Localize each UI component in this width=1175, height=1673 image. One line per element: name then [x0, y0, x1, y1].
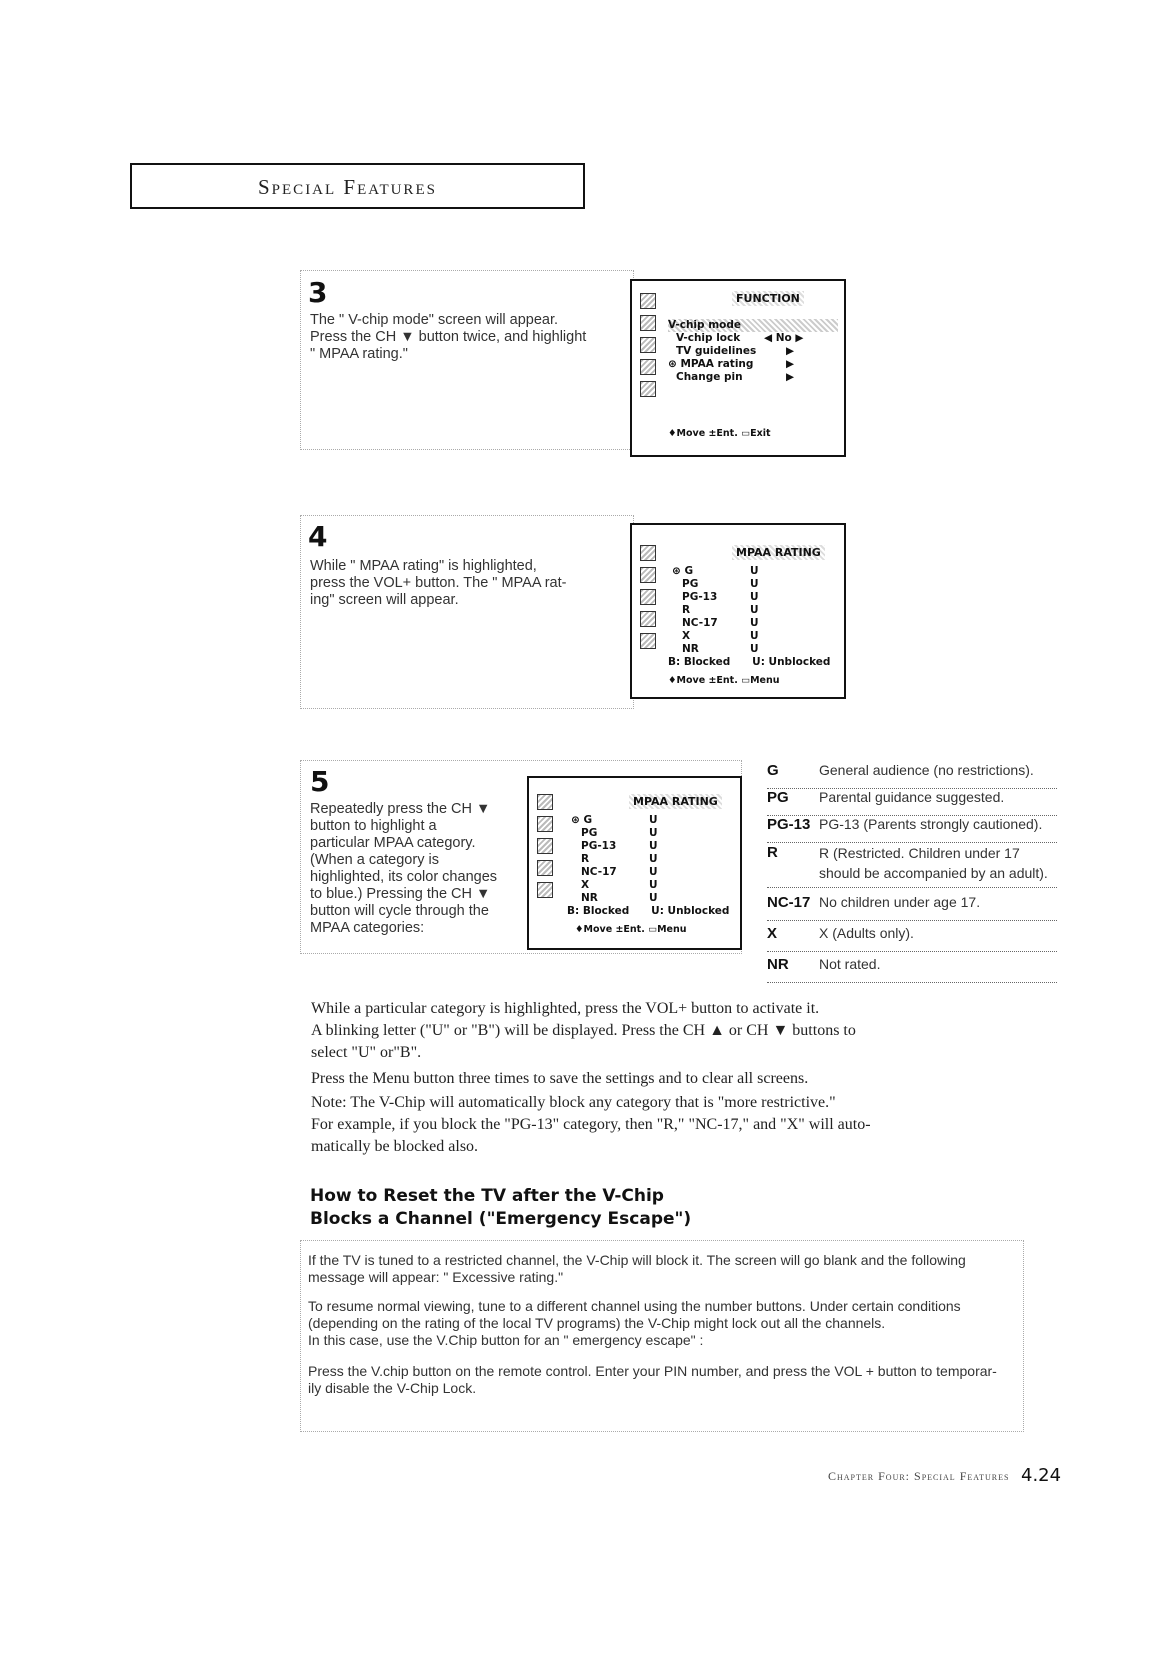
- rating-code: NR: [767, 956, 789, 973]
- step4-line: press the VOL+ button. The " MPAA rat-: [310, 575, 567, 591]
- step3-line: " MPAA rating.": [310, 346, 408, 362]
- reset-section-text: [308, 1252, 1018, 1397]
- menu-item-change-pin: [668, 371, 838, 384]
- rating-code: ⊛ G: [571, 814, 593, 826]
- step5-line: button to highlight a: [310, 818, 437, 834]
- channel-icon: [640, 337, 656, 353]
- screen-footer: ♦Move ±Ent. ▭Menu: [668, 675, 780, 686]
- rating-row: [672, 604, 812, 617]
- rating-value: U: [649, 827, 658, 839]
- rating-list: [571, 814, 711, 905]
- menu-label: V-chip lock: [676, 332, 741, 344]
- rating-row: [571, 827, 711, 840]
- rating-code: PG-13: [767, 816, 811, 833]
- step3-line: The " V-chip mode" screen will appear.: [310, 312, 559, 328]
- rating-definition-row: [767, 816, 1057, 843]
- rating-description: Parental guidance suggested.: [819, 789, 1005, 805]
- rating-code: NR: [581, 892, 598, 904]
- rating-value: U: [649, 866, 658, 878]
- menu-label: TV guidelines: [676, 345, 757, 357]
- step4-text: [310, 558, 566, 609]
- rating-value: U: [750, 604, 759, 616]
- rating-code: R: [767, 844, 778, 861]
- rating-code: R: [682, 604, 691, 616]
- picture-icon: [537, 794, 553, 810]
- section-title-line: Blocks a Channel ("Emergency Escape"): [310, 1209, 692, 1229]
- reset-section-title: [310, 1185, 691, 1231]
- step5-line: highlighted, its color changes: [310, 869, 498, 885]
- rating-definition-row: [767, 925, 1057, 952]
- rating-row: [571, 866, 711, 879]
- rating-code: G: [767, 762, 779, 779]
- channel-icon: [640, 589, 656, 605]
- menu-item-vchip-mode: [668, 319, 838, 332]
- rating-code: ⊛ G: [672, 565, 694, 577]
- rating-code: X: [682, 630, 691, 642]
- menu-item-tv-guidelines: [668, 345, 838, 358]
- picture-icon: [640, 545, 656, 561]
- function-menu: [668, 319, 838, 384]
- rating-value: U: [750, 617, 759, 629]
- rating-definitions-table: [767, 762, 1057, 983]
- rating-description: X (Adults only).: [819, 925, 914, 941]
- rating-value: U: [649, 892, 658, 904]
- rating-description: Not rated.: [819, 956, 881, 972]
- rating-code: NC-17: [767, 894, 811, 911]
- rating-list: [672, 565, 812, 656]
- step4-line: ing" screen will appear.: [310, 592, 459, 608]
- rating-legend: B: Blocked U: Unblocked: [668, 656, 831, 668]
- picture-icon: [640, 293, 656, 309]
- menu-value: ◀ No ▶: [764, 332, 804, 344]
- step5-line: particular MPAA category.: [310, 835, 476, 851]
- menu-item-mpaa-rating: [668, 358, 838, 371]
- body-line: select "U" or"B".: [311, 1044, 422, 1061]
- sound-icon: [640, 567, 656, 583]
- step3-line: Press the CH ▼ button twice, and highlight: [310, 329, 587, 345]
- rating-row: [571, 892, 711, 905]
- rating-value: U: [750, 630, 759, 642]
- screen-title: FUNCTION: [732, 291, 804, 306]
- step5-number: 5: [310, 765, 330, 798]
- body-line: Note: The V-Chip will automatically block any category that is "more restrictive.": [311, 1094, 836, 1111]
- rating-row: [672, 591, 812, 604]
- function-icon: [640, 611, 656, 627]
- menu-value: ▶: [786, 358, 795, 370]
- rating-value: U: [750, 578, 759, 590]
- body-line: For example, if you block the "PG-13" category, then "R," "NC-17," and "X" will auto-: [311, 1116, 871, 1133]
- rating-row: [571, 879, 711, 892]
- sound-icon: [640, 315, 656, 331]
- step5-line: Repeatedly press the CH ▼: [310, 801, 491, 817]
- body-line: matically be blocked also.: [311, 1138, 479, 1155]
- step4-frame: [300, 515, 634, 709]
- rating-value: U: [649, 853, 658, 865]
- step5-text: [310, 801, 497, 937]
- step5-line: (When a category is: [310, 852, 439, 868]
- rating-row: [571, 840, 711, 853]
- step5-line: button will cycle through the: [310, 903, 489, 919]
- menu-label: ⊛ MPAA rating: [668, 358, 754, 370]
- section-line: ily disable the V-Chip Lock.: [308, 1380, 477, 1396]
- mpaa-rating-screen: [630, 523, 846, 699]
- instructions-body: [311, 998, 1071, 1158]
- rating-code: R: [581, 853, 590, 865]
- rating-code: PG: [682, 578, 699, 590]
- screen-footer: ♦Move ±Ent. ▭Menu: [575, 924, 687, 935]
- rating-value: U: [750, 591, 759, 603]
- rating-description: General audience (no restrictions).: [819, 762, 1034, 778]
- section-header-title: Special Features: [258, 175, 437, 199]
- menu-item-vchip-lock: [668, 332, 838, 345]
- rating-definition-row: [767, 789, 1057, 816]
- step5-line: MPAA categories:: [310, 920, 425, 936]
- menu-value: ▶: [786, 371, 795, 383]
- rating-row: [672, 643, 812, 656]
- rating-row: [672, 565, 812, 578]
- step5-line: to blue.) Pressing the CH ▼: [310, 886, 491, 902]
- rating-value: U: [649, 814, 658, 826]
- screen-footer: ♦Move ±Ent. ▭Exit: [668, 428, 771, 439]
- chapter-footer: Chapter Four: Special Features: [828, 1469, 1010, 1483]
- screen-sidebar: [640, 545, 656, 655]
- section-line: If the TV is tuned to a restricted channel, the V-Chip will block it. The screen will go blank and the following: [308, 1252, 966, 1268]
- rating-code: PG: [581, 827, 598, 839]
- rating-code: PG: [767, 789, 789, 806]
- screen-title: MPAA RATING: [629, 794, 722, 809]
- rating-definition-row: [767, 843, 1057, 888]
- rating-code: PG-13: [682, 591, 718, 603]
- rating-row: [571, 814, 711, 827]
- rating-description: PG-13 (Parents strongly cautioned).: [819, 816, 1043, 832]
- menu-value: ▶: [786, 345, 795, 357]
- rating-code: X: [767, 925, 778, 942]
- setup-icon: [537, 882, 553, 898]
- rating-code: X: [581, 879, 590, 891]
- rating-code: NC-17: [581, 866, 617, 878]
- body-line: While a particular category is highlighted, press the VOL+ button to activate it.: [311, 1000, 820, 1017]
- setup-icon: [640, 633, 656, 649]
- rating-description: No children under age 17.: [819, 894, 981, 910]
- rating-description: R (Restricted. Children under 17 should be accompanied by an adult).: [819, 845, 1048, 881]
- rating-value: U: [750, 565, 759, 577]
- rating-value: U: [649, 840, 658, 852]
- menu-label: Change pin: [676, 371, 743, 383]
- rating-row: [672, 578, 812, 591]
- menu-label: V-chip mode: [668, 319, 741, 331]
- rating-row: [672, 617, 812, 630]
- section-line: (depending on the rating of the local TV programs) the V-Chip might lock out all the channels.: [308, 1315, 886, 1331]
- rating-legend: B: Blocked U: Unblocked: [567, 905, 730, 917]
- rating-definition-row: [767, 894, 1057, 921]
- body-line: A blinking letter ("U" or "B") will be displayed. Press the CH ▲ or CH ▼ buttons to: [311, 1022, 856, 1039]
- screen-sidebar: [537, 794, 553, 904]
- section-line: message will appear: " Excessive rating.": [308, 1269, 564, 1285]
- screen-title: MPAA RATING: [732, 545, 825, 560]
- page-number: 4.24: [1021, 1465, 1062, 1486]
- rating-row: [571, 853, 711, 866]
- function-screen: [630, 279, 846, 457]
- step3-number: 3: [308, 276, 328, 309]
- mpaa-rating-screen-step5: [527, 776, 742, 950]
- rating-row: [672, 630, 812, 643]
- step4-number: 4: [308, 520, 328, 553]
- function-icon: [537, 860, 553, 876]
- rating-code: PG-13: [581, 840, 617, 852]
- rating-definition-row: [767, 956, 1057, 983]
- rating-definition-row: [767, 762, 1057, 789]
- screen-sidebar: [640, 293, 656, 403]
- section-line: To resume normal viewing, tune to a different channel using the number buttons. Under certain conditions: [308, 1298, 961, 1314]
- step3-text: [310, 312, 586, 363]
- rating-value: U: [750, 643, 759, 655]
- function-icon: [640, 359, 656, 375]
- section-line: In this case, use the V.Chip button for an " emergency escape" :: [308, 1332, 704, 1348]
- setup-icon: [640, 381, 656, 397]
- rating-code: NR: [682, 643, 699, 655]
- body-line: Press the Menu button three times to save the settings and to clear all screens.: [311, 1070, 809, 1087]
- step4-line: While " MPAA rating" is highlighted,: [310, 558, 537, 574]
- section-title-line: How to Reset the TV after the V-Chip: [310, 1186, 664, 1206]
- rating-value: U: [649, 879, 658, 891]
- sound-icon: [537, 816, 553, 832]
- section-line: Press the V.chip button on the remote control. Enter your PIN number, and press the VOL + button to temporar-: [308, 1363, 997, 1379]
- channel-icon: [537, 838, 553, 854]
- rating-code: NC-17: [682, 617, 718, 629]
